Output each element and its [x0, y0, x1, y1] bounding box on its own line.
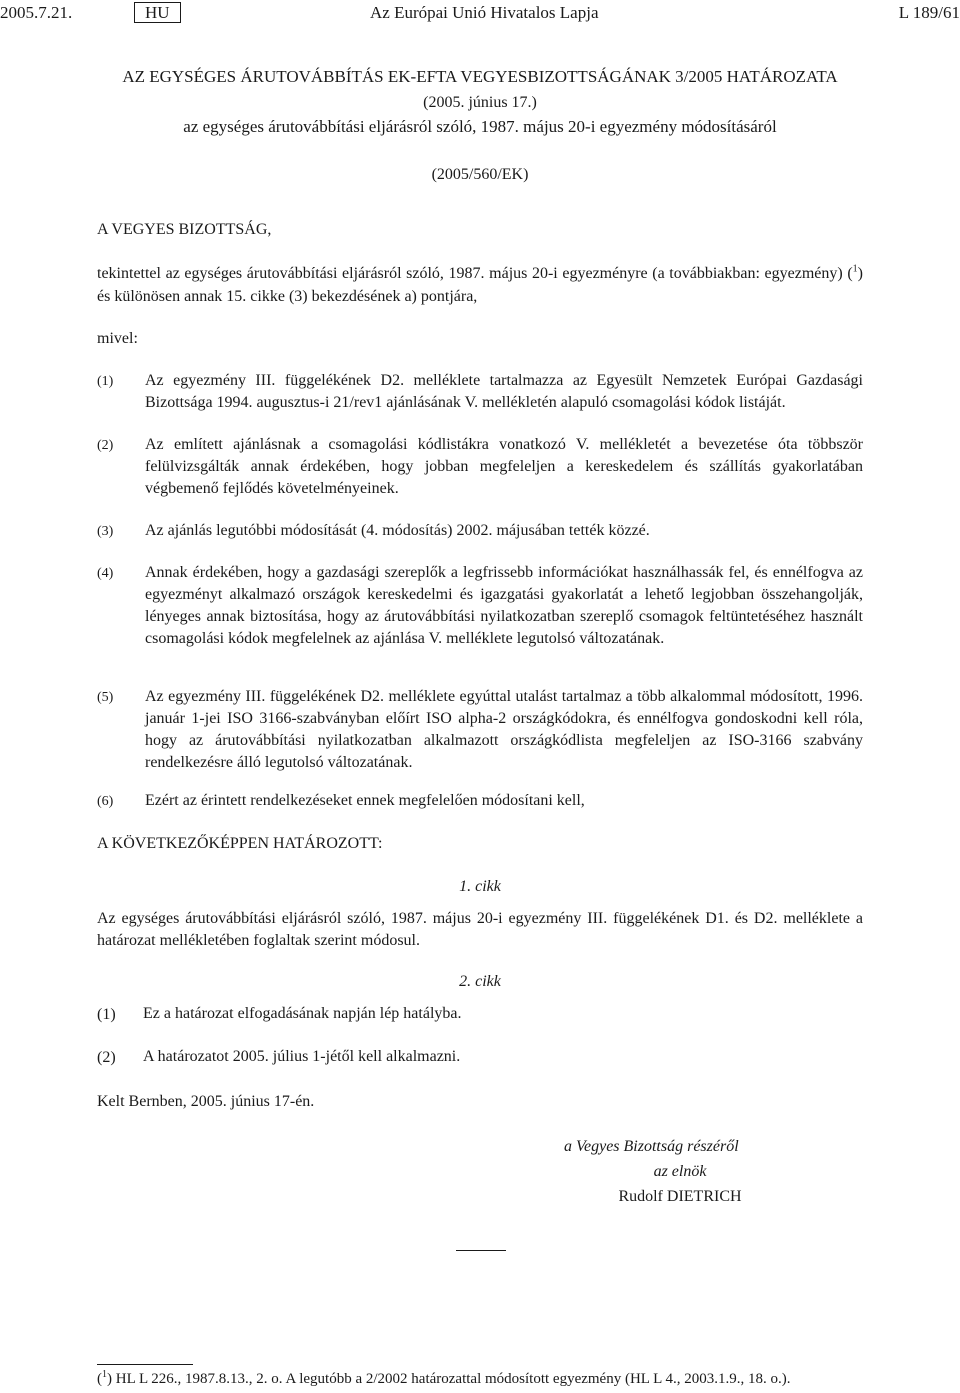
recital-number: (1) — [97, 374, 114, 389]
footnote-rule — [97, 1364, 193, 1365]
recital-number: (4) — [97, 566, 114, 581]
signature-role: az elnök — [653, 1163, 707, 1180]
footnote — [97, 1369, 863, 1389]
article-1-text: Az egységes árutovábbítási eljárásról szóló, 1987. május 20-i egyezmény III. függelékének D1. és D2. melléklete a határozat mellékletében foglaltak szerint módosul. — [97, 910, 863, 949]
signatory-name: Rudolf DIETRICH — [618, 1188, 742, 1205]
decision-reference: (2005/560/EK) — [431, 166, 529, 183]
recital-text: Az ajánlás legutóbbi módosítását (4. módosítás) 2002. májusában tették közzé. — [145, 522, 650, 539]
recital-number: (3) — [97, 524, 114, 539]
having-regard-text-b: ) és különösen annak 15. cikke (3) bekezdésének a) pontjára, — [97, 265, 863, 305]
recital-text: Az említett ajánlásnak a csomagolási kódlistákra vonatkozó V. mellékletét a bevezetése óta többször felülvizsgálták annak érdekében, hogy jobban megfeleljen a kereskedelem és szállítás gyakorlatában végbemenő fejlődés követelményeinek. — [145, 436, 863, 497]
publication-date: 2005.7.21. — [0, 3, 73, 22]
signature-on-behalf: a Vegyes Bizottság részéről — [564, 1138, 739, 1155]
recital-text: Az egyezmény III. függelékének D2. melléklete tartalmazza az Egyesült Nemzetek Európai Gazdasági Bizottsága 1994. augusztus-i 21/rev1 ajánlásának V. mellékletén alapuló csomagolási kódok listáját. — [145, 372, 863, 411]
recital-text: Annak érdekében, hogy a gazdasági szereplők a legfrissebb információkat használhassák fel, és ennélfogva az egyezményt alkalmazó országok kereskedelmi és igazgatási gyakorlatát a lehető legjobban összehangolják, lényeges annak biztosítása, hogy az árutovábbítási nyilatkozatban szereplő csomagok feltüntetéséhez használt csomagolási kódok megfelelnek az ajánlása V. melléklete legutolsó változatának. — [145, 564, 863, 647]
recital-number: (2) — [97, 438, 114, 453]
done-at: Kelt Bernben, 2005. június 17-én. — [97, 1093, 315, 1110]
footnote-reference[interactable]: 1 — [852, 263, 858, 275]
article-2-item-number: (1) — [97, 1006, 116, 1023]
article-2-item-number: (2) — [97, 1049, 116, 1066]
decision-date: (2005. június 17.) — [423, 94, 537, 111]
journal-title: Az Európai Unió Hivatalos Lapja — [370, 3, 599, 22]
separator-line — [456, 1250, 506, 1251]
having-regard-paragraph — [97, 262, 863, 308]
footnote-mark-open: ( — [97, 1371, 102, 1387]
recital-number: (5) — [97, 690, 114, 705]
recital-number: (6) — [97, 794, 114, 809]
committee-heading: A VEGYES BIZOTTSÁG, — [97, 221, 272, 238]
article-2-heading: 2. cikk — [459, 973, 501, 990]
page-reference: L 189/61 — [898, 3, 960, 22]
footnote-text: HL L 226., 1987.8.13., 2. o. A legutóbb a 2/2002 határozattal módosított egyezmény (HL L 4., 2003.1.9., 18. o.). — [112, 1371, 791, 1387]
language-code: HU — [134, 2, 181, 23]
whereas-heading: mivel: — [97, 330, 138, 347]
recital-text: Az egyezmény III. függelékének D2. melléklete egyúttal utalást tartalmaz a több alkalommal módosított, 1996. január 1-jei ISO 3166-szabványban előírt ISO alpha-2 országkódokra, és ennélfogva gondoskodni kell róla, hogy az árutovábbítási nyilatkozatban alkalmazott országkódlista megfeleljen az ISO-3166 szabvány rendelkezésre álló legutolsó változatának. — [145, 688, 863, 771]
having-regard-text-a: tekintettel az egységes árutovábbítási eljárásról szóló, 1987. május 20-i egyezményre (a továbbiakban: egyezmény) ( — [97, 265, 853, 282]
recital-text: Ezért az érintett rendelkezéseket ennek megfelelően módosítani kell, — [145, 792, 585, 809]
decision-subject: az egységes árutovábbítási eljárásról szóló, 1987. május 20-i egyezmény módosításáról — [183, 117, 777, 136]
decision-title: AZ EGYSÉGES ÁRUTOVÁBBÍTÁS EK-EFTA VEGYESBIZOTTSÁGÁNAK 3/2005 HATÁROZATA — [122, 67, 838, 86]
language-badge — [134, 2, 181, 24]
article-1-heading: 1. cikk — [459, 878, 501, 895]
article-2-item-text: Ez a határozat elfogadásának napján lép hatályba. — [143, 1005, 462, 1022]
footnote-mark-close: ) — [107, 1371, 112, 1387]
footnote-mark: 1 — [102, 1369, 107, 1380]
article-2-item-text: A határozatot 2005. július 1-jétől kell alkalmazni. — [143, 1048, 461, 1065]
decided-heading: A KÖVETKEZŐKÉPPEN HATÁROZOTT: — [97, 835, 383, 852]
